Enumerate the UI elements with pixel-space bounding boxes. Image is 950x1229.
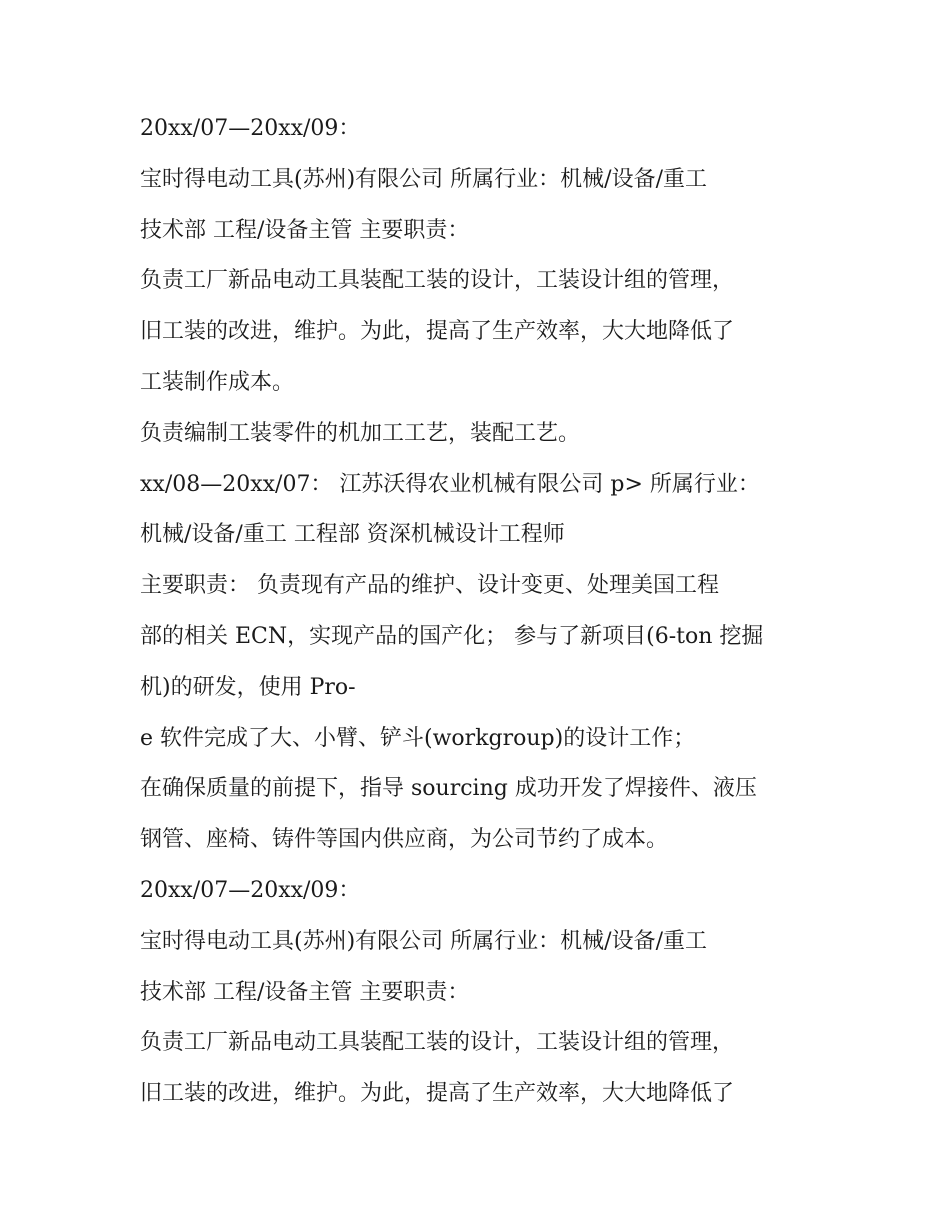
duty-text-line: 部的相关 ECN，实现产品的国产化； 参与了新项目(6-ton 挖掘 [140, 623, 764, 649]
duty-text-line: 旧工装的改进，维护。为此，提高了生产效率，大大地降低了 [140, 1081, 735, 1107]
date-range-1: 20xx/07—20xx/09： [140, 116, 361, 141]
duty-text-line: 负责编制工装零件的机加工工艺，装配工艺。 [140, 420, 581, 446]
duty-text-line: 钢管、座椅、铸件等国内供应商，为公司节约了成本。 [140, 827, 669, 853]
duty-text-line: 负责工厂新品电动工具装配工装的设计，工装设计组的管理， [140, 268, 735, 294]
duty-text-line: e 软件完成了大、小臂、铲斗(workgroup)的设计工作； [140, 725, 696, 751]
department-position-1: 技术部 工程/设备主管 主要职责： [140, 217, 470, 243]
duty-text-line: 负责工厂新品电动工具装配工装的设计，工装设计组的管理， [140, 1030, 735, 1056]
company-industry-3: 宝时得电动工具(苏州)有限公司 所属行业：机械/设备/重工 [140, 928, 707, 954]
company-industry-1: 宝时得电动工具(苏州)有限公司 所属行业：机械/设备/重工 [140, 166, 707, 192]
department-position-2: 机械/设备/重工 工程部 资深机械设计工程师 [140, 522, 565, 548]
document-body [140, 104, 830, 1120]
date-range-3: 20xx/07—20xx/09： [140, 877, 361, 903]
duty-text-line: 主要职责： 负责现有产品的维护、设计变更、处理美国工程 [140, 573, 719, 599]
duty-text-line: 旧工装的改进，维护。为此，提高了生产效率，大大地降低了 [140, 319, 735, 345]
duty-text-line: 工装制作成本。 [140, 369, 295, 395]
date-range-2: xx/08—20xx/07： 江苏沃得农业机械有限公司 p> 所属行业： [140, 471, 760, 497]
department-position-3: 技术部 工程/设备主管 主要职责： [140, 979, 470, 1005]
duty-text-line: 在确保质量的前提下，指导 sourcing 成功开发了焊接件、液压 [140, 776, 757, 802]
duty-text-line: 机)的研发，使用 Pro- [140, 674, 356, 700]
